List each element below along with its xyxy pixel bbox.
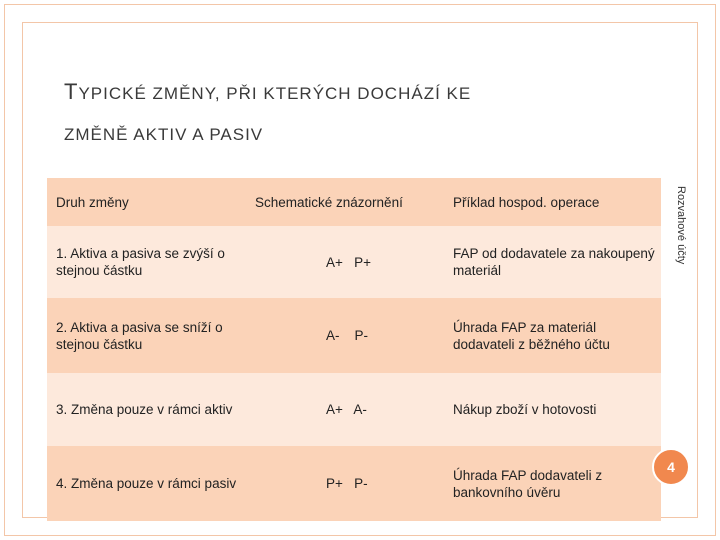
row-scheme: A- P- xyxy=(250,298,447,373)
title-initial: T xyxy=(64,79,79,104)
row-example: Nákup zboží v hotovosti xyxy=(447,373,661,446)
table-row xyxy=(47,298,661,373)
row-example: Úhrada FAP za materiál dodavateli z běžného účtu xyxy=(447,298,661,373)
table-row xyxy=(47,446,661,521)
row-change: 2. Aktiva a pasiva se sníží o stejnou částku xyxy=(47,298,250,373)
page-number-badge: 4 xyxy=(652,448,690,486)
row-example: Úhrada FAP dodavateli z bankovního úvěru xyxy=(447,446,661,521)
row-change: 3. Změna pouze v rámci aktiv xyxy=(47,373,250,446)
table-header-row xyxy=(47,178,661,226)
title-line-1: YPICKÉ ZMĚNY, PŘI KTERÝCH DOCHÁZÍ KE xyxy=(78,84,472,103)
side-section-label: Rozvahové účty xyxy=(675,186,687,265)
table-row xyxy=(47,373,661,446)
row-scheme: A+ A- xyxy=(250,373,447,446)
changes-table xyxy=(47,178,661,521)
slide-title xyxy=(64,72,664,155)
header-scheme: Schematické znázornění xyxy=(250,178,447,226)
row-scheme: A+ P+ xyxy=(250,226,447,298)
row-change: 1. Aktiva a pasiva se zvýší o stejnou částku xyxy=(47,226,250,298)
row-scheme: P+ P- xyxy=(250,446,447,521)
header-example: Příklad hospod. operace xyxy=(447,178,661,226)
row-change: 4. Změna pouze v rámci pasiv xyxy=(47,446,250,521)
row-example: FAP od dodavatele za nakoupený materiál xyxy=(447,226,661,298)
header-change-type: Druh změny xyxy=(47,178,250,226)
table-row xyxy=(47,226,661,298)
title-line-2: ZMĚNĚ AKTIV A PASIV xyxy=(64,125,264,144)
